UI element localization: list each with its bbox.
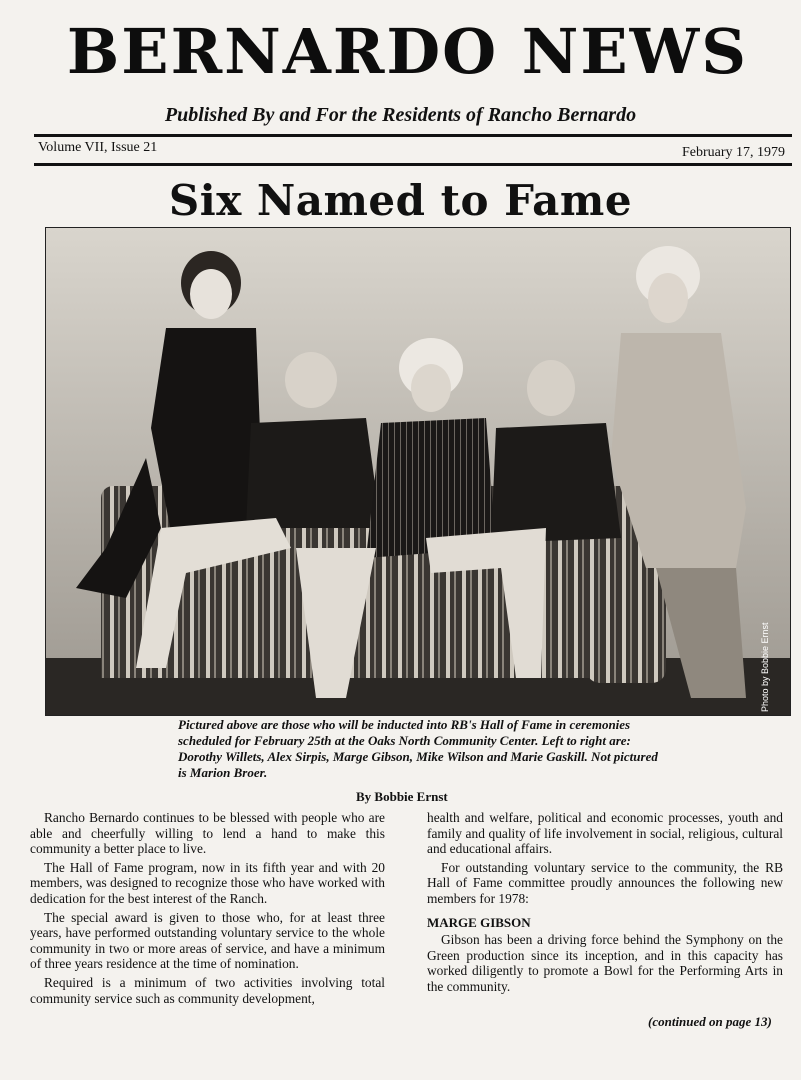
photo-credit: Photo by Bobbie Ernst — [760, 622, 770, 712]
issue-date: February 17, 1979 — [681, 145, 785, 160]
article-paragraph: Gibson has been a driving force behind the Symphony on the Green production since its inception, and in this capacity has worked diligently to promote a Bowl for the Performing Arts in the community. — [427, 932, 783, 994]
article-paragraph: For outstanding voluntary service to the community, the RB Hall of Fame committee proudly announces the following new members for 1978: — [427, 859, 783, 906]
masthead-subtitle: Published By and For the Residents of Rancho Bernardo — [164, 104, 637, 126]
article-column-right — [427, 810, 783, 998]
bottom-rule — [34, 163, 792, 166]
issue-number: Volume VII, Issue 21 — [38, 140, 158, 155]
continued-link[interactable]: (continued on page 13) — [648, 1014, 772, 1029]
article-column-left — [30, 810, 385, 1009]
article-paragraph: The special award is given to those who, for at least three years, have performed outstanding voluntary service to the whole community in two or more areas of service, and have a minimum of three years residence at the time of nomination. — [30, 909, 385, 972]
headline: Six Named to Fame — [168, 176, 633, 225]
top-rule — [34, 134, 792, 137]
photo-caption: Pictured above are those who will be inducted into RB's Hall of Fame in ceremonies scheduled for February 25th at the Oaks North Community Center. Left to right are: Dorothy Willets, Alex Sirpis, Marge Gibson, Mike Wilson and Marie Gaskill. Not pictured is Marion Broer. — [178, 717, 658, 780]
article-paragraph: Rancho Bernardo continues to be blessed with people who are able and cheerfully willing to lend a hand to make this community a better place to live. — [30, 810, 385, 857]
group-photo — [45, 227, 791, 716]
article-paragraph: Required is a minimum of two activities involving total community service such as community development, — [30, 974, 385, 1006]
article-paragraph: The Hall of Fame program, now in its fifth year and with 20 members, was designed to recognize those who have worked with dedication for the best interest of the Ranch. — [30, 859, 385, 906]
masthead-title: BERNARDO NEWS — [66, 15, 749, 88]
photo-illustration — [46, 228, 790, 715]
byline: By Bobbie Ernst — [356, 789, 448, 804]
section-heading: MARGE GIBSON — [427, 914, 531, 930]
article-paragraph: health and welfare, political and economic processes, youth and family and quality of life involvement in social, religious, cultural and educational affairs. — [427, 810, 783, 857]
